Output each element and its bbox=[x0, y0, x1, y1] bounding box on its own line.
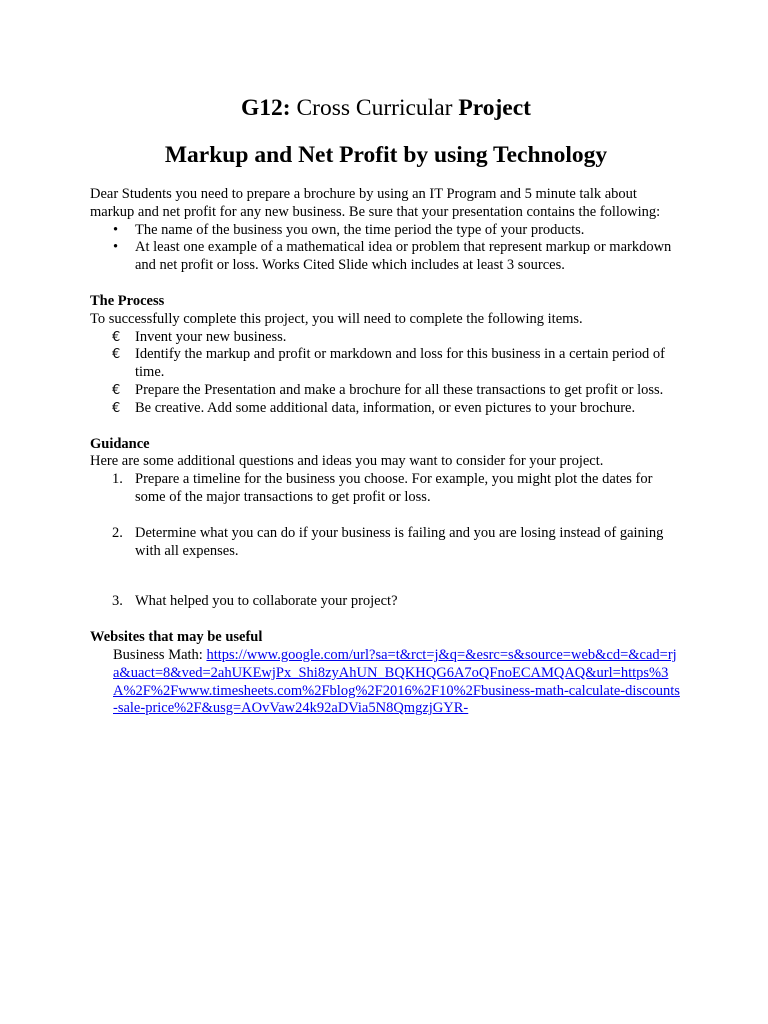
guidance-heading: Guidance bbox=[90, 435, 150, 452]
list-item bbox=[90, 222, 682, 240]
list-item bbox=[90, 346, 682, 382]
title-middle: Cross Curricular bbox=[296, 95, 453, 121]
list-number: 1. bbox=[112, 471, 123, 488]
process-heading: The Process bbox=[90, 292, 165, 309]
guidance-list bbox=[90, 471, 682, 611]
euro-bullet-icon: € bbox=[112, 400, 121, 416]
website-label: Business Math: bbox=[113, 646, 203, 663]
list-item-text: Identify the markup and profit or markdown and loss for this business in a certain period of time. bbox=[135, 346, 665, 381]
euro-bullet-icon: € bbox=[112, 329, 121, 345]
list-item bbox=[90, 593, 682, 611]
websites-heading: Websites that may be useful bbox=[90, 629, 263, 646]
process-lead: To successfully complete this project, you will need to complete the following items. bbox=[90, 310, 583, 327]
list-item-text: Prepare the Presentation and make a brochure for all these transactions to get profit or loss. bbox=[135, 381, 664, 398]
title-suffix: Project bbox=[458, 95, 531, 121]
list-item-text: The name of the business you own, the time period the type of your products. bbox=[135, 221, 585, 238]
websites-entry bbox=[90, 647, 682, 718]
document-page bbox=[90, 92, 682, 718]
process-list bbox=[90, 329, 682, 418]
list-item bbox=[90, 329, 682, 347]
list-item-text: Invent your new business. bbox=[135, 328, 287, 345]
list-item bbox=[90, 525, 682, 561]
list-item bbox=[90, 382, 682, 400]
page-subtitle: Markup and Net Profit by using Technology bbox=[164, 142, 608, 168]
euro-bullet-icon: € bbox=[112, 382, 121, 398]
intro-bullet-list bbox=[90, 222, 682, 275]
list-number: 2. bbox=[112, 524, 123, 541]
list-number: 3. bbox=[112, 593, 123, 610]
list-item-text: Prepare a timeline for the business you choose. For example, you might plot the dates for some of the major transactions to get profit or loss. bbox=[135, 471, 653, 505]
list-item-text: At least one example of a mathematical idea or problem that represent markup or markdown and net profit or loss. Works Cited Slide which includes at least 3 sources. bbox=[135, 239, 672, 274]
guidance-lead: Here are some additional questions and ideas you may want to consider for your project. bbox=[90, 453, 604, 470]
list-item bbox=[90, 239, 682, 275]
euro-bullet-icon: € bbox=[112, 347, 121, 363]
list-item bbox=[90, 471, 682, 507]
bullet-icon: • bbox=[113, 239, 119, 256]
list-item-text: Be creative. Add some additional data, information, or even pictures to your brochure. bbox=[135, 399, 636, 416]
list-item-text: Determine what you can do if your business is failing and you are losing instead of gaining with all expenses. bbox=[135, 524, 664, 559]
list-item-text: What helped you to collaborate your project? bbox=[135, 593, 398, 610]
intro-paragraph: Dear Students you need to prepare a brochure by using an IT Program and 5 minute talk about markup and net profit for any new business. Be sure that your presentation contains the following: bbox=[90, 186, 661, 220]
title-prefix: G12: bbox=[241, 95, 291, 121]
list-item bbox=[90, 400, 682, 418]
bullet-icon: • bbox=[113, 221, 119, 238]
page-title bbox=[90, 92, 682, 124]
business-math-link[interactable]: https://www.google.com/url?sa=t&rct=j&q=&esrc=s&source=web&cd=&cad=rja&uact=8&ved=2ahUKEwjPx_Shi8zyAhUN_BQKHQG6A7oQFnoECAMQAQ&url=https%3A%2F%2Fwww.timesheets.com%2Fblog%2F2016%2F10%2Fbusiness-math-calculate-discounts-sale-price%2F&usg=AOvVaw24k92aDVia5N8QmgzjGYR- bbox=[113, 646, 680, 717]
